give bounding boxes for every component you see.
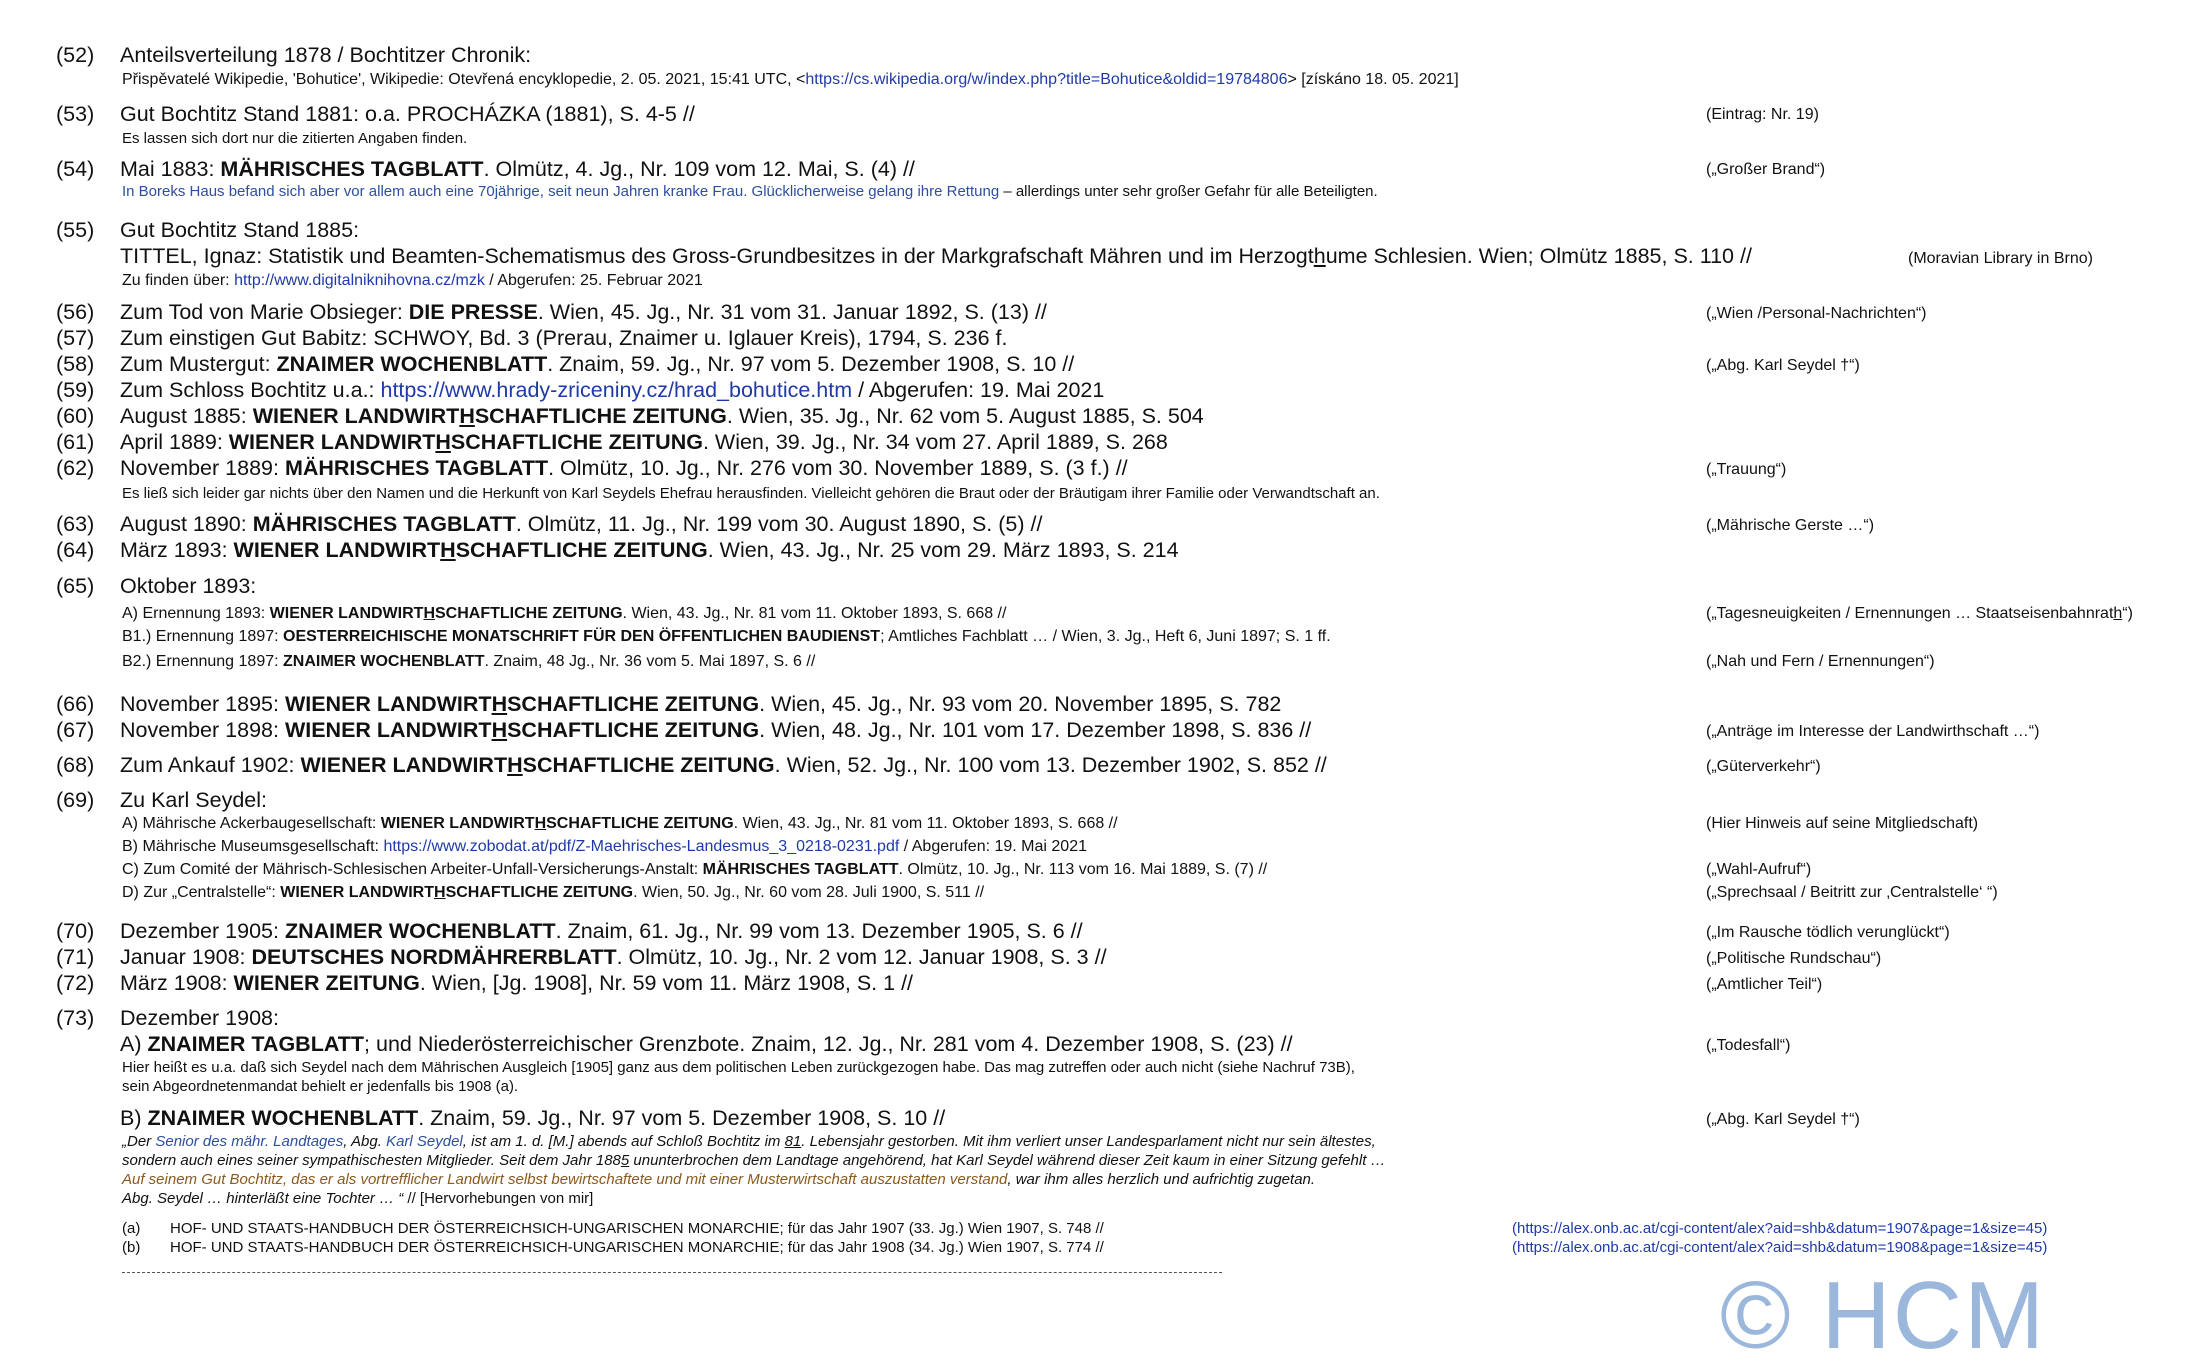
- entry-text: Zum einstigen Gut Babitz: SCHWOY, Bd. 3 (Prerau, Znaimer u. Iglauer Kreis), 1794, S. 236 f.: [120, 326, 1008, 350]
- publication-title: WIENER LANDWIRTHSCHAFTLICHE ZEITUNG: [280, 884, 634, 901]
- citation-text: > [získáno 18. 05. 2021]: [1287, 71, 1459, 88]
- entry-number: (60): [56, 404, 95, 428]
- citation-text: . Znaim, 59. Jg., Nr. 97 vom 5. Dezember 1908, S. 10 //: [418, 1106, 946, 1130]
- sub-entry: [122, 885, 984, 901]
- copyright-watermark: © HCM: [1720, 1262, 2047, 1369]
- entry-date: April 1889:: [120, 430, 229, 454]
- sub-entry: [120, 1108, 945, 1130]
- entry-number: (65): [56, 574, 95, 598]
- sub-entry-label: B2.) Ernennung 1897:: [122, 653, 284, 670]
- entry-note-right: („Im Rausche tödlich verunglückt“): [1706, 924, 1950, 941]
- sub-entry-label: A) Mährische Ackerbaugesellschaft:: [122, 815, 381, 832]
- entry-date: Zum Ankauf 1902:: [120, 753, 301, 777]
- citation-text: . Olmütz, 10. Jg., Nr. 2 vom 12. Januar 1908, S. 3 //: [616, 945, 1107, 969]
- footnote-label: (a): [122, 1220, 141, 1237]
- publication-title: ZNAIMER WOCHENBLATT: [284, 919, 556, 943]
- entry-number: (71): [56, 945, 95, 969]
- entry-text: [120, 380, 1104, 402]
- citation-line: [122, 273, 703, 289]
- note-text: In Boreks Haus befand sich aber vor allem auch eine 70jährige, seit neun Jahren kranke Frau. Glücklicherweise gelang ihre Rettung: [122, 183, 1000, 200]
- entry-date: November 1898:: [120, 718, 285, 742]
- entry-date: November 1895:: [120, 692, 285, 716]
- sub-entry: [122, 654, 815, 670]
- publication-title: WIENER ZEITUNG: [233, 971, 420, 995]
- sub-entry: [122, 839, 1087, 855]
- footnote-text: HOF- UND STAATS-HANDBUCH DER ÖSTERREICHSICH-UNGARISCHEN MONARCHIE; für das Jahr 1907 (33. Jg.) Wien 1907, S. 748 //: [170, 1220, 1104, 1237]
- entry-number: (58): [56, 352, 95, 376]
- entry-note-right: (Moravian Library in Brno): [1908, 250, 2093, 267]
- entry-note-right: („Abg. Karl Seydel †“): [1706, 1111, 1860, 1128]
- publication-title: ZNAIMER TAGBLATT: [147, 1032, 365, 1056]
- library-link[interactable]: http://www.digitalniknihovna.cz/mzk: [234, 272, 485, 289]
- citation-text: . Wien, 43. Jg., Nr. 81 vom 11. Oktober 1893, S. 668 //: [733, 815, 1118, 832]
- sub-entry-label: A): [120, 1032, 148, 1056]
- entry-title: Gut Bochtitz Stand 1885:: [120, 218, 360, 242]
- citation-text: . Wien, 39. Jg., Nr. 34 vom 27. April 1889, S. 268: [702, 430, 1168, 454]
- citation-text: . Wien, 35. Jg., Nr. 62 vom 5. August 1885, S. 504: [726, 404, 1204, 428]
- publication-title: WIENER LANDWIRTHSCHAFTLICHE ZEITUNG: [284, 692, 760, 716]
- citation-text: / Abgerufen: 19. Mai 2021: [852, 378, 1105, 402]
- entry-date: Zum Schloss Bochtitz u.a.:: [120, 378, 381, 402]
- entry-text: [120, 755, 1327, 777]
- entry-text: [120, 159, 915, 181]
- entry-number: (53): [56, 102, 95, 126]
- publication-title: MÄHRISCHES TAGBLATT: [284, 456, 549, 480]
- citation-text: . Znaim, 61. Jg., Nr. 99 vom 13. Dezember 1905, S. 6 //: [555, 919, 1083, 943]
- entry-note: [122, 184, 1378, 199]
- entry-date: August 1885:: [120, 404, 253, 428]
- entry-number: (66): [56, 692, 95, 716]
- footnote-text: HOF- UND STAATS-HANDBUCH DER ÖSTERREICHSICH-UNGARISCHEN MONARCHIE; für das Jahr 1908 (34. Jg.) Wien 1907, S. 774 //: [170, 1239, 1104, 1256]
- entry-note-right: („Todesfall“): [1706, 1037, 1791, 1054]
- publication-title: WIENER LANDWIRTHSCHAFTLICHE ZEITUNG: [233, 538, 708, 562]
- entry-note-right: („Güterverkehr“): [1706, 758, 1821, 775]
- entry-title: Dezember 1908:: [120, 1006, 279, 1030]
- entry-number: (54): [56, 157, 95, 181]
- entry-number: (56): [56, 300, 95, 324]
- citation-text: . Wien, 45. Jg., Nr. 31 vom 31. Januar 1892, S. (13) //: [537, 300, 1047, 324]
- citation-text: . Wien, 45. Jg., Nr. 93 vom 20. November 1895, S. 782: [759, 692, 1282, 716]
- entry-note: Es ließ sich leider gar nichts über den Namen und die Herkunft von Karl Seydels Ehefrau herausfinden. Vielleicht gehören die Braut oder der Bräutigam ihrer Familie oder Verwandtschaft an.: [122, 485, 1380, 502]
- entry-note-right: („Anträge im Interesse der Landwirthschaft …“): [1706, 723, 2040, 740]
- entry-title: Anteilsverteilung 1878 / Bochtitzer Chronik:: [120, 43, 532, 67]
- entry-note-right: („Wien /Personal-Nachrichten“): [1706, 305, 1927, 322]
- entry-number: (72): [56, 971, 95, 995]
- entry-text: [120, 406, 1204, 428]
- entry-note-right: („Amtlicher Teil“): [1706, 976, 1823, 993]
- entry-text: [120, 720, 1311, 742]
- entry-note: Es lassen sich dort nur die zitierten Angaben finden.: [122, 130, 468, 147]
- quote-line: sondern auch eines seiner sympathischesten Mitglieder. Seit dem Jahr 1885 ununterbrochen dem Landtage angehörend, hat Karl Seydel während dieser Zeit kaum in einer Sitzung gefehlt …: [122, 1152, 1386, 1169]
- sub-entry-label: B): [120, 1106, 148, 1130]
- sub-entry: [122, 606, 1006, 622]
- entry-number: (62): [56, 456, 95, 480]
- entry-date: Zum Mustergut:: [120, 352, 277, 376]
- footnote-divider: [122, 1272, 1222, 1273]
- publication-title: ZNAIMER WOCHENBLATT: [147, 1106, 419, 1130]
- citation-text: / Abgerufen: 25. Februar 2021: [484, 272, 703, 289]
- citation-text: . Olmütz, 4. Jg., Nr. 109 vom 12. Mai, S. (4) //: [483, 157, 915, 181]
- entry-date: November 1889:: [120, 456, 285, 480]
- entry-text: [120, 302, 1047, 324]
- entry-note-right: („Großer Brand“): [1706, 161, 1826, 178]
- publication-title: WIENER LANDWIRTHSCHAFTLICHE ZEITUNG: [380, 815, 734, 832]
- entry-number: (69): [56, 788, 95, 812]
- entry-text: [120, 540, 1179, 562]
- citation-text: h: [1313, 244, 1326, 268]
- citation-text: . Wien, 43. Jg., Nr. 25 vom 29. März 1893, S. 214: [707, 538, 1179, 562]
- publication-title: DIE PRESSE: [408, 300, 538, 324]
- sub-entry-label: D) Zur „Centralstelle“:: [122, 884, 281, 901]
- footnote-label: (b): [122, 1239, 141, 1256]
- entry-date: März 1908:: [120, 971, 234, 995]
- wikipedia-link[interactable]: https://cs.wikipedia.org/w/index.php?title=Bohutice&oldid=19784806: [805, 71, 1288, 88]
- publication-title: MÄHRISCHES TAGBLATT: [702, 861, 899, 878]
- entry-number: (52): [56, 43, 95, 67]
- citation-line: [122, 72, 1459, 88]
- entry-number: (63): [56, 512, 95, 536]
- entry-note-right: („Politische Rundschau“): [1706, 950, 1882, 967]
- entry-date: Mai 1883:: [120, 157, 221, 181]
- citation-text: Přispěvatelé Wikipedie, 'Bohutice', Wikipedie: Otevřená encyklopedie, 2. 05. 2021, 15:41 UTC, <: [122, 71, 806, 88]
- publication-title: WIENER LANDWIRTHSCHAFTLICHE ZEITUNG: [228, 430, 703, 454]
- entry-text: [120, 694, 1281, 716]
- quote-line: „Der Senior des mähr. Landtages, Abg. Karl Seydel, ist am 1. d. [M.] abends auf Schloß Bochtitz im 81. Lebensjahr gestorben. Mit ihm verliert unser Landesparlament nicht nur sein ältestes,: [122, 1133, 1376, 1150]
- entry-note-right: („Wahl-Aufruf“): [1706, 861, 1812, 878]
- entry-text: [120, 354, 1074, 376]
- sub-entry-label: C) Zum Comité der Mährisch-Schlesischen Arbeiter-Unfall-Versicherungs-Anstalt:: [122, 861, 703, 878]
- entry-text: [120, 246, 1752, 268]
- publication-title: WIENER LANDWIRTHSCHAFTLICHE ZEITUNG: [284, 718, 760, 742]
- publication-title: WIENER LANDWIRTHSCHAFTLICHE ZEITUNG: [252, 404, 727, 428]
- citation-text: TITTEL, Ignaz: Statistik und Beamten-Schematismus des Gross-Grundbesitzes in der Markgrafschaft Mähren und im Herzogt: [120, 244, 1314, 268]
- citation-text: . Wien, [Jg. 1908], Nr. 59 vom 11. März 1908, S. 1 //: [419, 971, 914, 995]
- entry-note-right: („Mährische Gerste …“): [1706, 517, 1875, 534]
- publication-title: WIENER LANDWIRTHSCHAFTLICHE ZEITUNG: [300, 753, 775, 777]
- footnote-link[interactable]: (https://alex.onb.ac.at/cgi-content/alex?aid=shb&datum=1907&page=1&size=45): [1512, 1220, 2048, 1237]
- entry-note-right: („Nah und Fern / Ernennungen“): [1706, 653, 1935, 670]
- entry-number: (73): [56, 1006, 95, 1030]
- citation-text: . Znaim, 59. Jg., Nr. 97 vom 5. Dezember 1908, S. 10 //: [547, 352, 1075, 376]
- entry-number: (67): [56, 718, 95, 742]
- sub-entry: [122, 816, 1118, 832]
- entry-note-right: („Abg. Karl Seydel †“): [1706, 357, 1860, 374]
- entry-number: (61): [56, 430, 95, 454]
- sub-entry: [122, 629, 1331, 645]
- publication-title: OESTERREICHISCHE MONATSCHRIFT FÜR DEN ÖFFENTLICHEN BAUDIENST: [283, 628, 881, 645]
- sub-entry-label: B) Mährische Museumsgesellschaft:: [122, 838, 384, 855]
- citation-text: . Wien, 52. Jg., Nr. 100 vom 13. Dezember 1902, S. 852 //: [774, 753, 1327, 777]
- entry-text: [120, 947, 1107, 969]
- entry-note-right: („Trauung“): [1706, 461, 1787, 478]
- citation-text: Zu finden über:: [122, 272, 235, 289]
- citation-text: . Wien, 43. Jg., Nr. 81 vom 11. Oktober 1893, S. 668 //: [622, 605, 1007, 622]
- note-text: – allerdings unter sehr großer Gefahr für alle Beteiligten.: [999, 183, 1378, 200]
- entry-note-right: (Eintrag: Nr. 19): [1706, 106, 1819, 123]
- citation-text: . Olmütz, 10. Jg., Nr. 276 vom 30. November 1889, S. (3 f.) //: [548, 456, 1128, 480]
- entry-number: (55): [56, 218, 95, 242]
- castle-link[interactable]: https://www.hrady-zriceniny.cz/hrad_bohutice.htm: [380, 378, 853, 402]
- citation-text: ; und Niederösterreichischer Grenzbote. Znaim, 12. Jg., Nr. 281 vom 4. Dezember 1908, S. (23) //: [364, 1032, 1293, 1056]
- entry-date: März 1893:: [120, 538, 234, 562]
- publication-title: ZNAIMER WOCHENBLATT: [276, 352, 548, 376]
- footnote-link[interactable]: (https://alex.onb.ac.at/cgi-content/alex?aid=shb&datum=1908&page=1&size=45): [1512, 1239, 2048, 1256]
- entry-note-right: (Hier Hinweis auf seine Mitgliedschaft): [1706, 815, 1979, 832]
- citation-text: / Abgerufen: 19. Mai 2021: [899, 838, 1087, 855]
- publication-title: MÄHRISCHES TAGBLATT: [220, 157, 484, 181]
- entry-title: Zu Karl Seydel:: [120, 788, 267, 812]
- entry-date: Zum Tod von Marie Obsieger:: [120, 300, 409, 324]
- entry-date: Januar 1908:: [120, 945, 252, 969]
- entry-note: Hier heißt es u.a. daß sich Seydel nach dem Mährischen Ausgleich [1905] ganz aus dem politischen Leben zurückgezogen habe. Das mag zutreffen oder auch nicht (siehe Nachruf 73B),: [122, 1059, 1355, 1076]
- citation-text: ; Amtliches Fachblatt … / Wien, 3. Jg., Heft 6, Juni 1897; S. 1 ff.: [880, 628, 1331, 645]
- entry-note: sein Abgeordnetenmandat behielt er jedenfalls bis 1908 (a).: [122, 1078, 519, 1095]
- publication-title: DEUTSCHES NORDMÄHRERBLATT: [251, 945, 617, 969]
- entry-note-right: („Tagesneuigkeiten / Ernennungen … Staatseisenbahnrath“): [1706, 605, 2133, 622]
- entry-text: [120, 432, 1168, 454]
- citation-text: . Znaim, 48 Jg., Nr. 36 vom 5. Mai 1897, S. 6 //: [484, 653, 816, 670]
- entry-number: (70): [56, 919, 95, 943]
- quote-line: Auf seinem Gut Bochtitz, das er als vortrefflicher Landwirt selbst bewirtschaftete und mit einer Musterwirtschaft auszustatten verstand, war ihm alles herzlich und aufrichtig zugetan.: [122, 1171, 1316, 1188]
- publication-title: ZNAIMER WOCHENBLATT: [283, 653, 485, 670]
- entry-number: (59): [56, 378, 95, 402]
- publication-title: WIENER LANDWIRTHSCHAFTLICHE ZEITUNG: [269, 605, 623, 622]
- entry-number: (68): [56, 753, 95, 777]
- citation-text: . Wien, 50. Jg., Nr. 60 vom 28. Juli 1900, S. 511 //: [633, 884, 985, 901]
- publication-title: MÄHRISCHES TAGBLATT: [252, 512, 516, 536]
- entry-note-right: („Sprechsaal / Beitritt zur ‚Centralstelle‘ “): [1706, 884, 1998, 901]
- zobodat-link[interactable]: https://www.zobodat.at/pdf/Z-Maehrisches-Landesmus_3_0218-0231.pdf: [383, 838, 900, 855]
- entry-number: (64): [56, 538, 95, 562]
- entry-date: Dezember 1905:: [120, 919, 285, 943]
- sub-entry-label: B1.) Ernennung 1897:: [122, 628, 284, 645]
- sub-entry-label: A) Ernennung 1893:: [122, 605, 270, 622]
- citation-text: . Olmütz, 10. Jg., Nr. 113 vom 16. Mai 1889, S. (7) //: [898, 861, 1268, 878]
- citation-text: . Olmütz, 11. Jg., Nr. 199 vom 30. August 1890, S. (5) //: [515, 512, 1043, 536]
- entry-text: [120, 973, 913, 995]
- citation-text: . Wien, 48. Jg., Nr. 101 vom 17. Dezember 1898, S. 836 //: [759, 718, 1312, 742]
- citation-text: ume Schlesien. Wien; Olmütz 1885, S. 110 //: [1325, 244, 1752, 268]
- entry-text: [120, 921, 1083, 943]
- entry-number: (57): [56, 326, 95, 350]
- entry-text: [120, 458, 1128, 480]
- entry-date: August 1890:: [120, 512, 253, 536]
- entry-title: Oktober 1893:: [120, 574, 257, 598]
- sub-entry: [120, 1034, 1293, 1056]
- quote-line: Abg. Seydel … hinterläßt eine Tochter … “ // [Hervorhebungen von mir]: [122, 1190, 594, 1207]
- entry-text: [120, 514, 1042, 536]
- entry-text: Gut Bochtitz Stand 1881: o.a. PROCHÁZKA (1881), S. 4-5 //: [120, 102, 695, 126]
- sub-entry: [122, 862, 1267, 878]
